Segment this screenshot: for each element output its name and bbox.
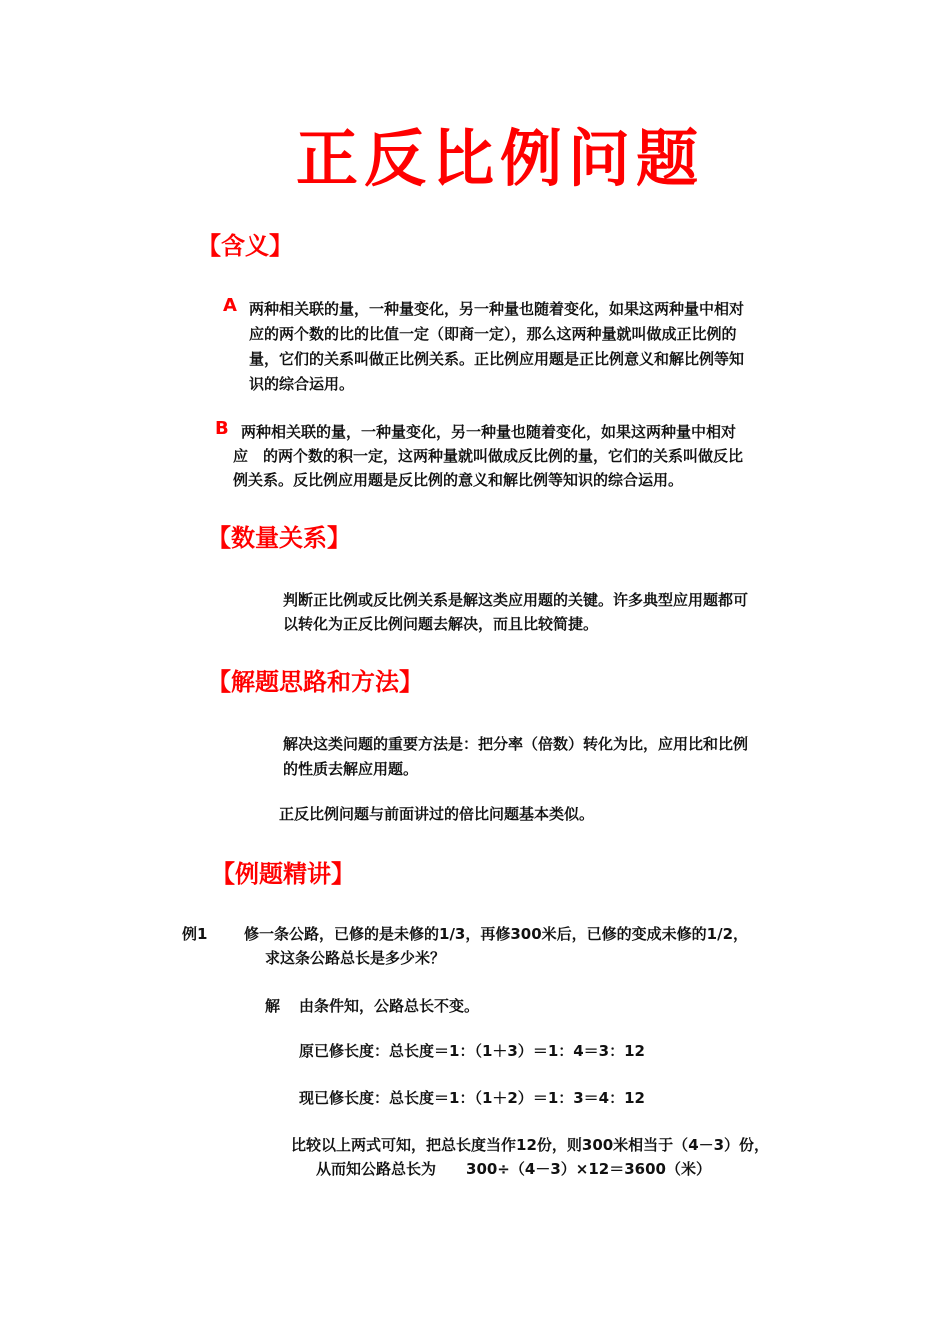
- page-title: 正反比例问题: [295, 122, 704, 195]
- solution-label: 解: [265, 997, 281, 1015]
- item-b-label: B: [215, 418, 229, 439]
- item-b-line-1: 两种相关联的量，一种量变化，另一种量也随着变化，如果这两种量中相对: [241, 423, 737, 441]
- item-a-label: A: [223, 295, 237, 316]
- method-line-2: 的性质去解应用题。: [283, 760, 419, 778]
- item-a-line-2: 应的两个数的比的比值一定（即商一定），那么这两种量就叫做成正比例的: [249, 325, 737, 343]
- conclusion-line-2: 从而知公路总长为 300÷（4－3）×12＝3600（米）: [316, 1160, 711, 1178]
- quantity-line-2: 以转化为正反比例问题去解决，而且比较简捷。: [283, 615, 599, 633]
- example-1-line-2: 求这条公路总长是多少米？: [265, 949, 446, 967]
- ratio-current: 现已修长度：总长度＝1：（1＋2）＝1：3＝4：12: [299, 1089, 645, 1107]
- ratio-original: 原已修长度：总长度＝1：（1＋3）＝1：4＝3：12: [299, 1042, 645, 1060]
- method-line-1: 解决这类问题的重要方法是：把分率（倍数）转化为比，应用比和比例: [283, 735, 749, 753]
- meaning-heading: 【含义】: [197, 232, 293, 260]
- item-a-line-1: 两种相关联的量，一种量变化，另一种量也随着变化，如果这两种量中相对: [249, 300, 745, 318]
- solution-text: 由条件知，公路总长不变。: [299, 997, 480, 1015]
- example-1-line-1: 修一条公路，已修的是未修的1/3，再修300米后，已修的变成未修的1/2，: [244, 925, 749, 943]
- example-1-label: 例1: [182, 925, 208, 943]
- quantity-line-1: 判断正比例或反比例关系是解这类应用题的关键。许多典型应用题都可: [283, 591, 749, 609]
- method-heading: 【解题思路和方法】: [207, 668, 423, 696]
- method-note: 正反比例问题与前面讲过的倍比问题基本类似。: [279, 805, 595, 823]
- item-a-line-3: 量，它们的关系叫做正比例关系。正比例应用题是正比例意义和解比例等知: [249, 350, 745, 368]
- item-b-line-2: 应 的两个数的积一定，这两种量就叫做成反比例的量，它们的关系叫做反比: [233, 447, 744, 465]
- quantity-heading: 【数量关系】: [207, 524, 351, 552]
- item-b-line-3: 例关系。反比例应用题是反比例的意义和解比例等知识的综合运用。: [233, 471, 684, 489]
- examples-heading: 【例题精讲】: [211, 860, 355, 888]
- item-a-line-4: 识的综合运用。: [249, 375, 355, 393]
- conclusion-line-1: 比较以上两式可知，把总长度当作12份，则300米相当于（4－3）份，: [291, 1136, 770, 1154]
